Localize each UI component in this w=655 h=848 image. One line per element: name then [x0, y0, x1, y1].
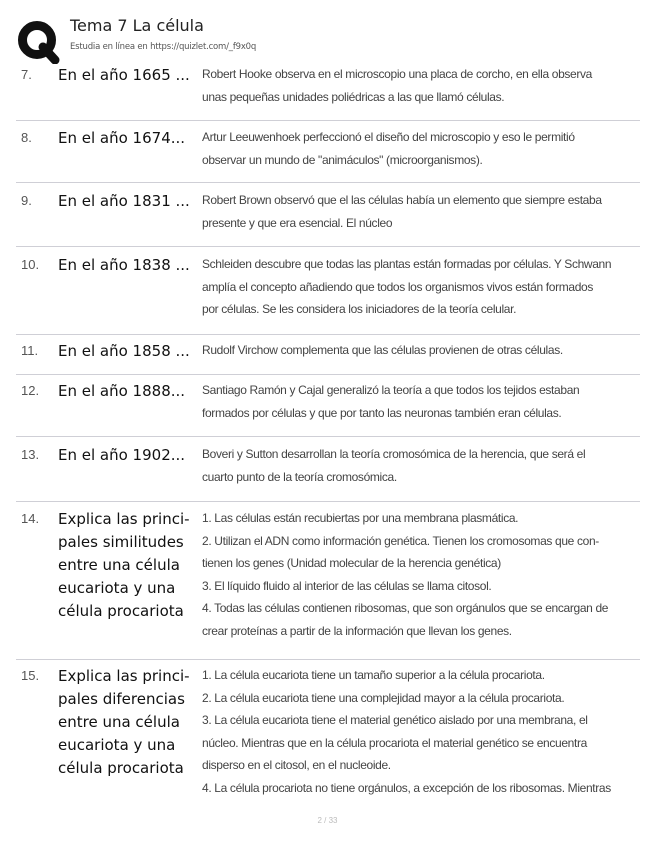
card-definition — [202, 126, 634, 171]
term-line: En el año 1858 ... — [58, 342, 190, 360]
card-number: 12. — [21, 383, 40, 398]
quizlet-logo-icon — [16, 20, 60, 64]
definition-line: 2. Utilizan el ADN como información genética. Tienen los cromosomas que con- — [202, 533, 599, 548]
card-term — [58, 190, 200, 213]
definition-line: crear proteínas a partir de la información que llevan los genes. — [202, 623, 512, 638]
definition-line: disperso en el citosol, en el nucleoide. — [202, 758, 391, 772]
card-term — [58, 508, 200, 623]
definition-line: Rudolf Virchow complementa que las células provienen de otras células. — [202, 343, 563, 357]
term-line: entre una célula — [58, 556, 180, 574]
document-header — [16, 14, 636, 58]
definition-line: 4. Todas las células contienen ribosomas, que son orgánulos que se encargan de — [202, 601, 609, 615]
definition-line: presente y que era esencial. El núcleo — [202, 215, 393, 230]
row-divider — [16, 374, 640, 375]
definition-line: Robert Hooke observa en el microscopio una placa de corcho, en ella observa — [202, 67, 592, 81]
definition-line: Robert Brown observó que el las células había un elemento que siempre estaba — [202, 193, 602, 207]
card-term — [58, 444, 200, 467]
definition-line: amplía el concepto añadiendo que todos los organismos vivos están formados — [202, 279, 594, 294]
definition-line: 1. Las células están recubiertas por una membrana plasmática. — [202, 511, 519, 525]
row-divider — [16, 659, 640, 660]
card-number: 7. — [21, 67, 32, 82]
row-divider — [16, 120, 640, 121]
definition-line: 2. La célula eucariota tiene una complejidad mayor a la célula procariota. — [202, 690, 565, 705]
card-number: 15. — [21, 668, 40, 683]
page-number: 2 / 33 — [317, 816, 338, 825]
definition-line: Artur Leeuwenhoek perfeccionó el diseño del microscopio y eso le permitió — [202, 130, 575, 144]
card-definition — [202, 443, 634, 488]
document-title: Tema 7 La célula — [70, 16, 204, 35]
card-number: 8. — [21, 130, 32, 145]
definition-line: núcleo. Mientras que en la célula procariota el material genético se encuentra — [202, 735, 587, 750]
term-line: En el año 1831 ... — [58, 192, 190, 210]
card-term — [58, 340, 200, 363]
definition-line: 3. El líquido fluido al interior de las células se llama citosol. — [202, 578, 492, 593]
term-line: En el año 1665 ... — [58, 66, 190, 84]
card-number: 13. — [21, 447, 40, 462]
term-line: pales diferencias — [58, 690, 185, 708]
term-line: En el año 1674... — [58, 129, 186, 147]
definition-line: unas pequeñas unidades poliédricas a las que llamó células. — [202, 89, 505, 104]
card-definition — [202, 339, 634, 362]
definition-line: Santiago Ramón y Cajal generalizó la teoría a que todos los tejidos estaban — [202, 383, 580, 397]
term-line: célula procariota — [58, 759, 184, 777]
definition-line: observar un mundo de "animáculos" (microorganismos). — [202, 152, 483, 167]
row-divider — [16, 436, 640, 437]
card-number: 10. — [21, 257, 40, 272]
card-number: 9. — [21, 193, 32, 208]
definition-line: 1. La célula eucariota tiene un tamaño superior a la célula procariota. — [202, 668, 545, 682]
card-definition — [202, 507, 634, 642]
row-divider — [16, 182, 640, 183]
definition-line: Schleiden descubre que todas las plantas están formadas por células. Y Schwann — [202, 257, 612, 271]
definition-line: tienen los genes (Unidad molecular de la herencia genética) — [202, 556, 501, 570]
card-number: 11. — [21, 343, 39, 358]
definition-line: formados por células y que por tanto las neuronas también eran células. — [202, 405, 562, 420]
card-definition — [202, 379, 634, 424]
card-term — [58, 127, 200, 150]
card-definition — [202, 63, 634, 108]
card-term — [58, 380, 200, 403]
card-definition — [202, 189, 634, 234]
card-term — [58, 254, 200, 277]
term-line: Explica las princi- — [58, 667, 190, 685]
term-line: Explica las princi- — [58, 510, 190, 528]
document-subtitle: Estudia en línea en https://quizlet.com/_f9x0q — [70, 42, 257, 52]
definition-line: Boveri y Sutton desarrollan la teoría cromosómica de la herencia, que será el — [202, 447, 586, 461]
term-line: pales similitudes — [58, 533, 184, 551]
term-line: eucariota y una — [58, 579, 176, 597]
card-number: 14. — [21, 511, 40, 526]
card-definition — [202, 253, 634, 321]
term-line: En el año 1888... — [58, 382, 186, 400]
card-term — [58, 64, 200, 87]
row-divider — [16, 334, 640, 335]
term-line: eucariota y una — [58, 736, 176, 754]
definition-line: cuarto punto de la teoría cromosómica. — [202, 469, 397, 484]
row-divider — [16, 501, 640, 502]
term-line: En el año 1838 ... — [58, 256, 190, 274]
term-line: célula procariota — [58, 602, 184, 620]
term-line: entre una célula — [58, 713, 180, 731]
row-divider — [16, 246, 640, 247]
card-term — [58, 665, 200, 780]
card-definition — [202, 664, 634, 799]
definition-line: 4. La célula procariota no tiene orgánulos, a excepción de los ribosomas. Mientras — [202, 780, 611, 795]
definition-line: por células. Se les considera los iniciadores de la teoría celular. — [202, 302, 517, 316]
term-line: En el año 1902... — [58, 446, 186, 464]
definition-line: 3. La célula eucariota tiene el material genético aislado por una membrana, el — [202, 713, 588, 727]
